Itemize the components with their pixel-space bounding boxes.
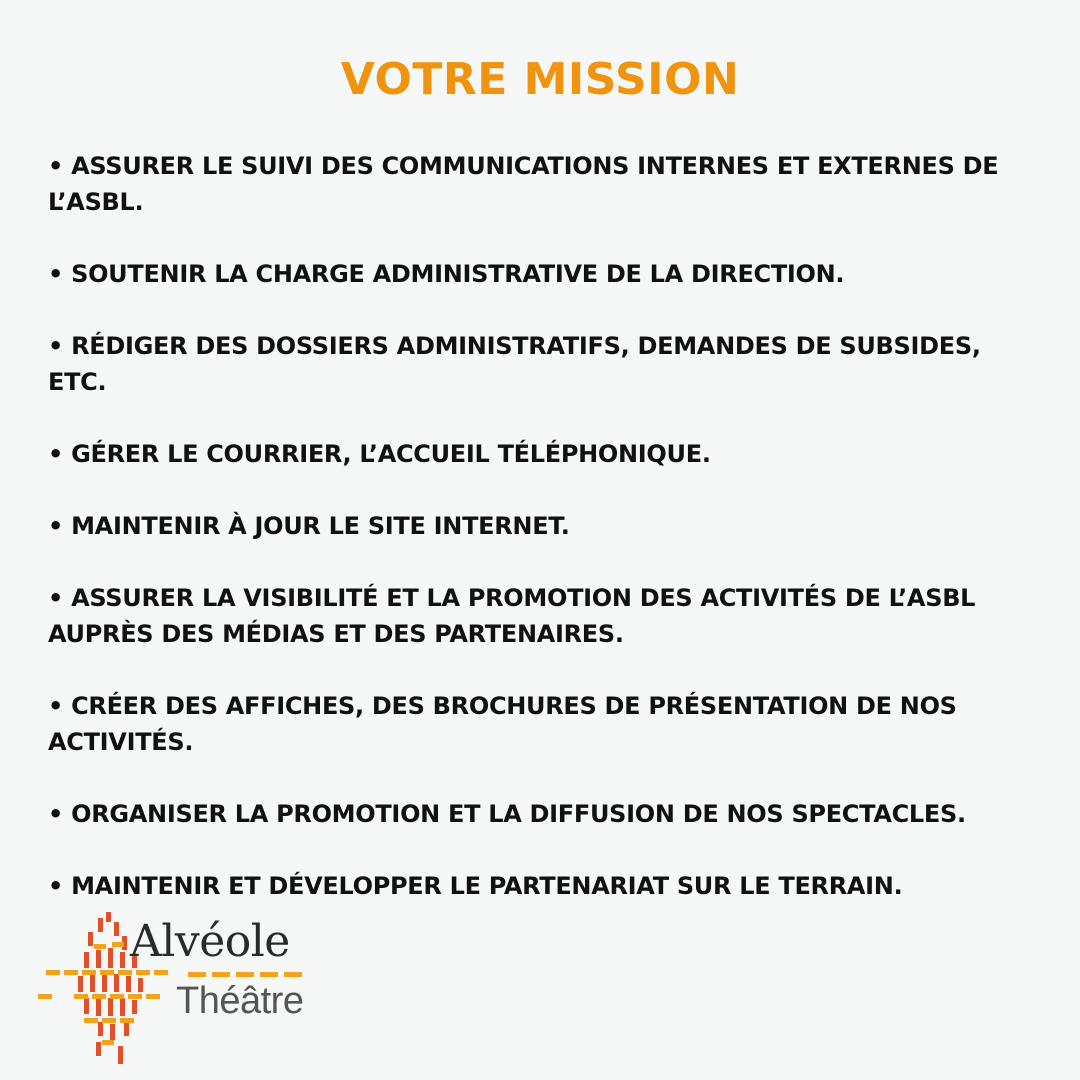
- logo-name: Alvéole: [130, 916, 290, 967]
- mission-item: • ASSURER LE SUIVI DES COMMUNICATIONS INTERNES ET EXTERNES DE L’ASBL.: [48, 152, 999, 216]
- mission-item: • MAINTENIR À JOUR LE SITE INTERNET.: [48, 512, 570, 540]
- mission-item: • CRÉER DES AFFICHES, DES BROCHURES DE PRÉSENTATION DE NOS ACTIVITÉS.: [48, 692, 957, 756]
- mission-item: • RÉDIGER DES DOSSIERS ADMINISTRATIFS, DEMANDES DE SUBSIDES, ETC.: [48, 332, 981, 396]
- logo-subtitle: Théâtre: [176, 980, 304, 1022]
- mission-item: • GÉRER LE COURRIER, L’ACCUEIL TÉLÉPHONIQUE.: [48, 440, 711, 468]
- page-title: VOTRE MISSION: [340, 54, 740, 105]
- mission-item: • SOUTENIR LA CHARGE ADMINISTRATIVE DE LA DIRECTION.: [48, 260, 845, 288]
- mission-item: • ASSURER LA VISIBILITÉ ET LA PROMOTION DES ACTIVITÉS DE L’ASBL AUPRÈS DES MÉDIAS ET DES PARTENAIRES.: [48, 584, 976, 648]
- mission-list: [48, 148, 1038, 940]
- mission-item: • MAINTENIR ET DÉVELOPPER LE PARTENARIAT SUR LE TERRAIN.: [48, 872, 903, 900]
- alveole-theatre-logo: [38, 912, 318, 1067]
- mission-item: • ORGANISER LA PROMOTION ET LA DIFFUSION DE NOS SPECTACLES.: [48, 800, 966, 828]
- logo-dash-line-icon: [188, 970, 318, 980]
